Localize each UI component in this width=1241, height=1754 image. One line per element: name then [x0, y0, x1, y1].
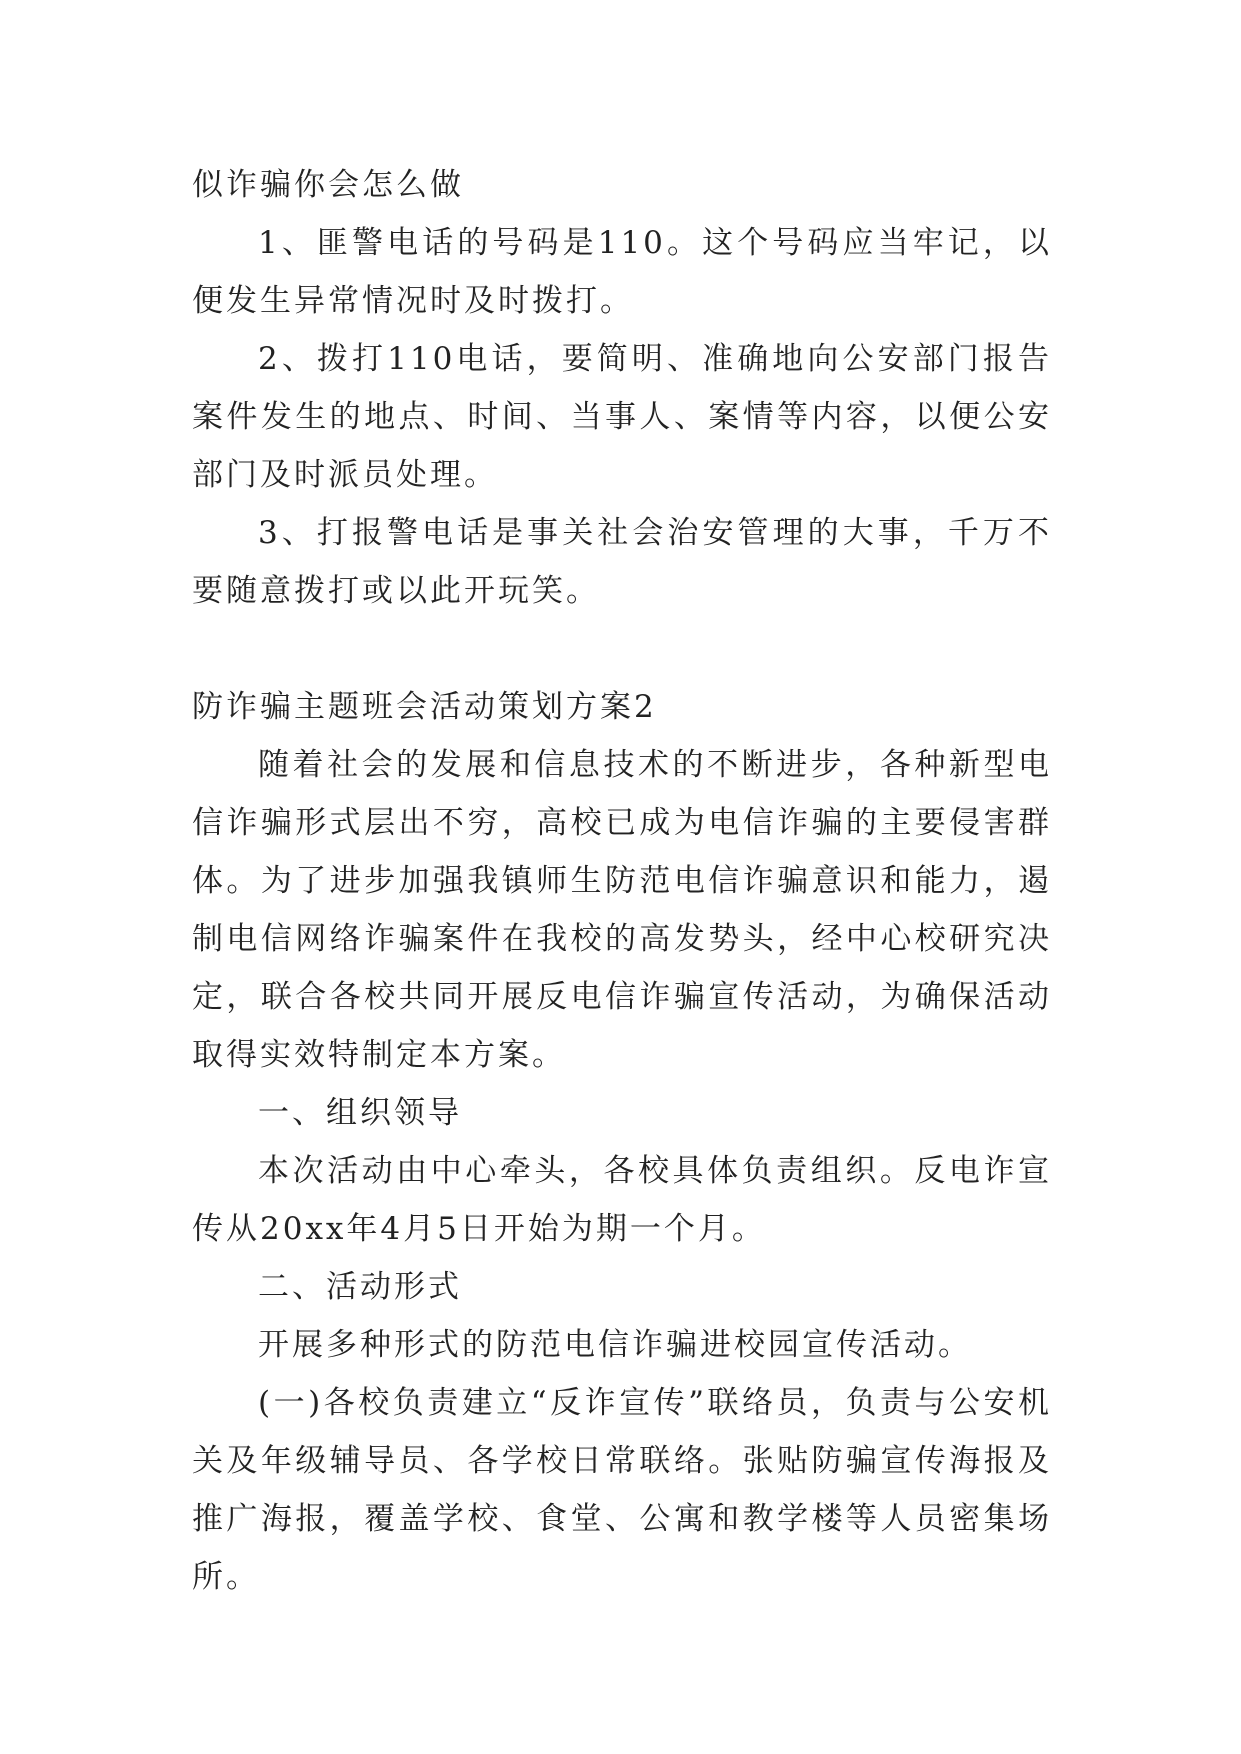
- heading-activity-form: 二、活动形式: [258, 1269, 462, 1305]
- tip-paragraph-2: 2、拨打110电话，要简明、准确地向公安部门报告案件发生的地点、时间、当事人、案情等内容，以便公安部门及时派员处理。: [192, 341, 1052, 493]
- organization-paragraph: 本次活动由中心牵头，各校具体负责组织。反电诈宣传从20xx年4月5日开始为期一个月。: [192, 1153, 1052, 1247]
- item-paragraph-1: (一)各校负责建立“反诈宣传”联络员，负责与公安机关及年级辅导员、各学校日常联络。张贴防骗宣传海报及推广海报，覆盖学校、食堂、公寓和教学楼等人员密集场所。: [192, 1385, 1052, 1595]
- document-body: [192, 156, 1052, 1606]
- tip-paragraph-3: 3、打报警电话是事关社会治安管理的大事，千万不要随意拨打或以此开玩笑。: [192, 515, 1052, 609]
- continuation-heading: 似诈骗你会怎么做: [192, 167, 464, 203]
- intro-paragraph: 随着社会的发展和信息技术的不断进步，各种新型电信诈骗形式层出不穷，高校已成为电信诈骗的主要侵害群体。为了进步加强我镇师生防范电信诈骗意识和能力，遏制电信网络诈骗案件在我校的高发势头，经中心校研究决定，联合各校共同开展反电信诈骗宣传活动，为确保活动取得实效特制定本方案。: [192, 747, 1052, 1073]
- tip-paragraph-1: 1、匪警电话的号码是110。这个号码应当牢记，以便发生异常情况时及时拨打。: [192, 225, 1052, 319]
- activity-form-paragraph: 开展多种形式的防范电信诈骗进校园宣传活动。: [258, 1327, 972, 1363]
- heading-organization: 一、组织领导: [258, 1095, 462, 1131]
- section-title: 防诈骗主题班会活动策划方案2: [192, 689, 657, 725]
